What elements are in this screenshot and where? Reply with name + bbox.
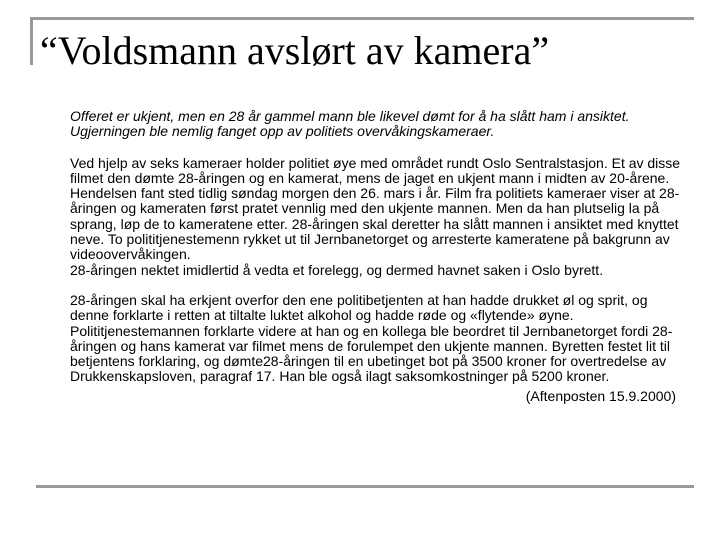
intro-paragraph: Offeret er ukjent, men en 28 år gammel mann ble likevel dømt for å ha slått ham i ansiktet. Ugjerningen ble nemlig fanget opp av politiets overvåkingskameraer.	[70, 108, 630, 140]
source-citation: (Aftenposten 15.9.2000)	[525, 387, 676, 404]
frame-top-line	[30, 17, 694, 20]
frame-bottom-line	[36, 485, 694, 488]
slide-title: “Voldsmann avslørt av kamera”	[40, 28, 550, 73]
frame-left-line	[30, 17, 33, 65]
body-paragraph-verdict: 28-åringen skal ha erkjent overfor den ene politibetjenten at han hadde drukket øl og sprit, og denne forklarte i retten at tiltalte luktet alkohol og hadde røde og «flytende» øyne. Polititjenestemannen forklarte videre at han og en kollega ble beordret til Jernbanetorget fordi 28-åringen og hans kamerat var filmet mens de forulempet den ukjente mannen. Byretten festet lit til betjentens forklaring, og dømte28-åringen til en ubetinget bot på 3500 kroner for overtredelse av Drukkenskapsloven, paragraf 17. Han ble også ilagt saksomkostninger på 5200 kroner.	[70, 291, 673, 385]
body-paragraph-cameras: Ved hjelp av seks kameraer holder politiet øye med området rundt Oslo Sentralstasjon. Et av disse filmet den dømte 28-åringen og en kamerat, mens de jaget en ukjent mann i midten av 20-årene. Hendelsen fant sted tidlig søndag morgen den 26. mars i år. Film fra politiets kameraer viser at 28-åringen og kameraten først pratet vennlig med den ukjente mannen. Men da han plutselig la på sprang, løp de to kameratene etter. 28-åringen skal deretter ha slått mannen i ansiktet med knyttet neve. To polititjenestemenn rykket ut til Jernbanetorget og arresterte kameratene på bakgrunn av videoovervåkingen.	[70, 154, 681, 263]
slide-body	[70, 109, 682, 404]
body-paragraph-court: 28-åringen nektet imidlertid å vedta et forelegg, og dermed havnet saken i Oslo byrett.	[70, 261, 604, 278]
